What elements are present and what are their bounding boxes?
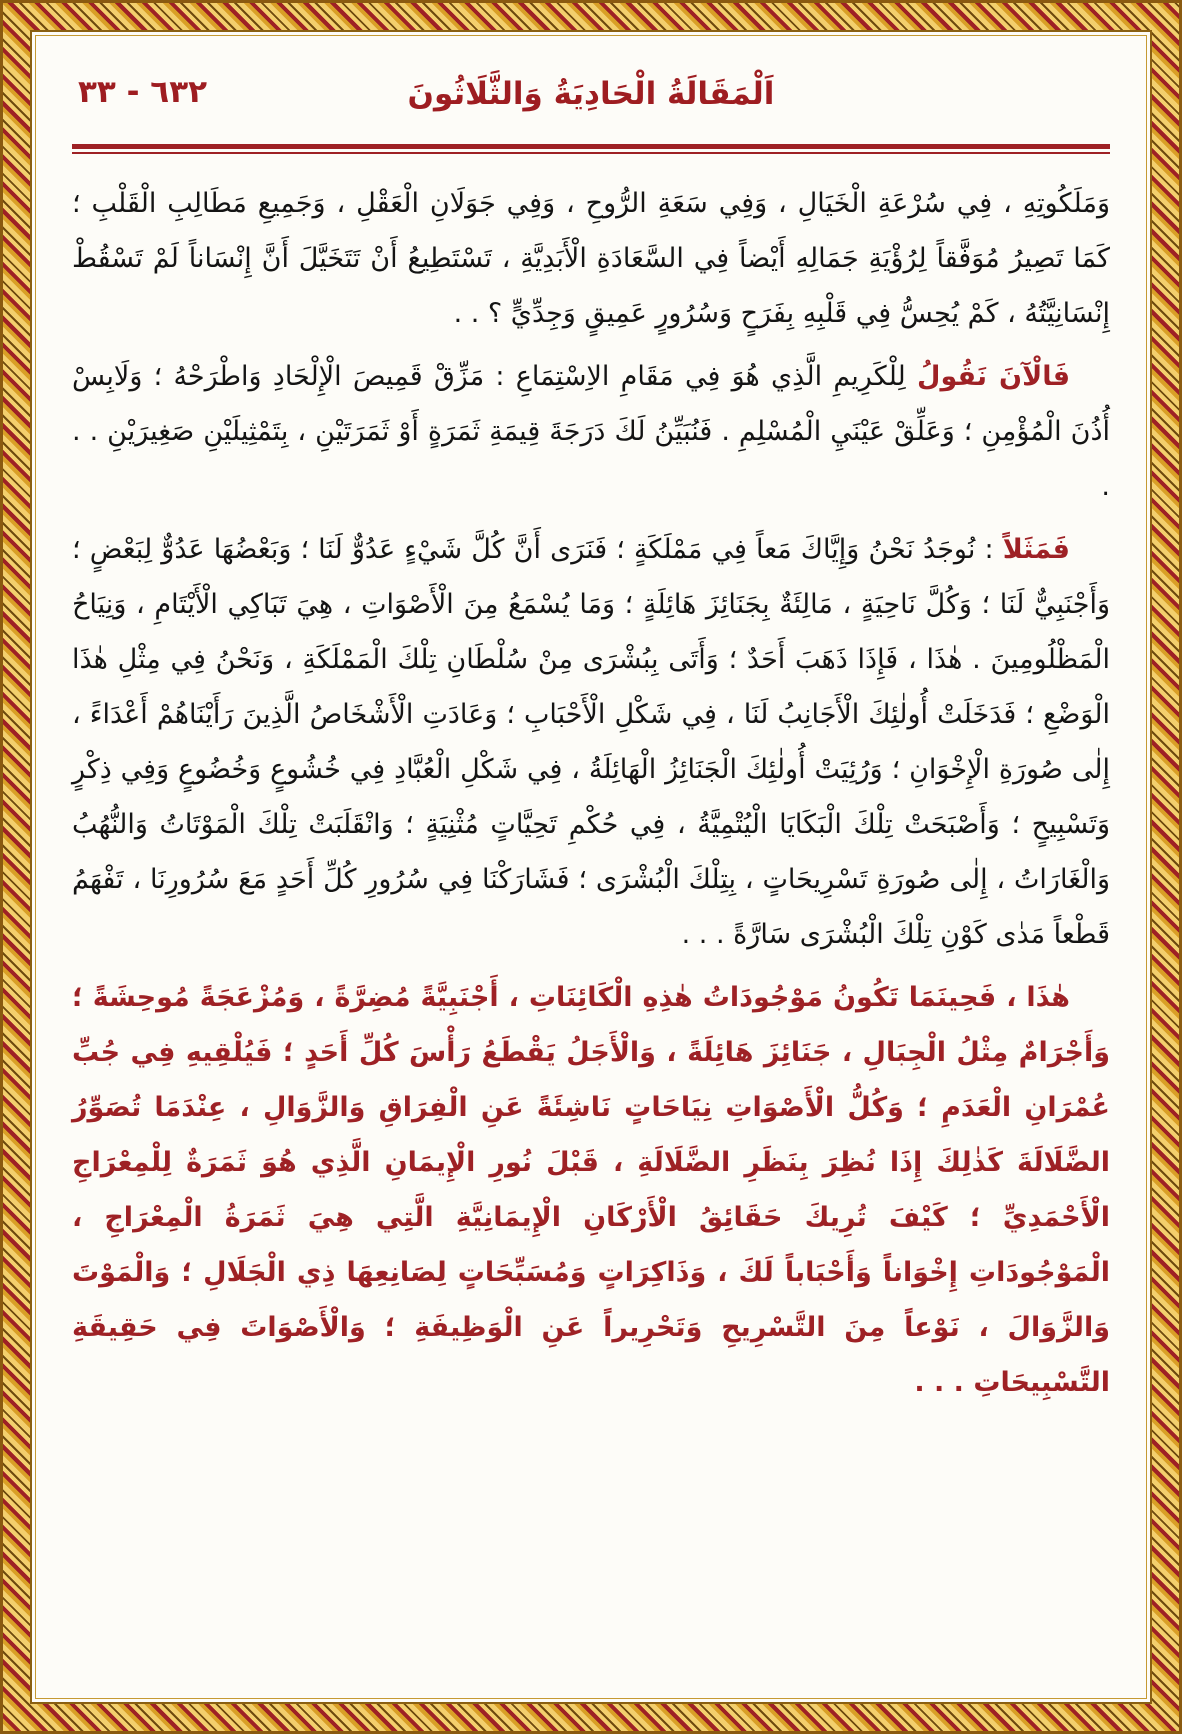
body-text <box>72 176 1110 1410</box>
page-content <box>32 32 1150 1410</box>
paragraph-4 <box>72 970 1110 1410</box>
paragraph-1-segment-1: وَمَلَكُوتِهِ ، فِي سُرْعَةِ الْخَيَالِ ، وَفِي سَعَةِ الرُّوحِ ، وَفِي جَوَلَانِ الْعَقْلِ ، وَجَمِيعِ مَطَالِبِ الْقَلْبِ ؛ كَمَا تَصِيرُ مُوَفَّقاً لِرُؤْيَةِ جَمَالِهِ أَيْضاً فِي السَّعَادَةِ الْأَبَدِيَّةِ ، تَسْتَطِيعُ أَنْ تَتَخَيَّلَ أَنَّ إِنْسَاناً لَمْ تَسْقُطْ إِنْسَانِيَّتُهُ ، كَمْ يُحِسُّ فِي قَلْبِهِ بِفَرَحٍ وَسُرُورٍ عَمِيقٍ وَجِدِّيٍّ ؟ . . <box>72 188 1110 329</box>
divider-rule-thin <box>72 152 1110 154</box>
paragraph-4-segment-1: هٰذَا ، فَحِينَمَا تَكُونُ مَوْجُودَاتُ هٰذِهِ الْكَائِنَاتِ ، أَجْنَبِيَّةً مُضِرَّةً ، وَمُزْعَجَةً مُوحِشَةً ؛ وَأَجْرَامٌ مِثْلُ الْجِبَالِ ، جَنَائِزَ هَائِلَةً ، وَالْأَجَلُ يَقْطَعُ رَأْسَ كُلِّ أَحَدٍ ؛ فَيُلْقِيهِ فِي جُبِّ عُمْرَانِ الْعَدَمِ ؛ وَكُلُّ الْأَصْوَاتِ نِيَاحَاتٍ نَاشِئَةً عَنِ الْفِرَاقِ وَالزَّوَالِ ، عِنْدَمَا تُصَوِّرُ الضَّلَالَةَ كَذٰلِكَ إِذَا نُظِرَ بِنَظَرِ الضَّلَالَةِ ، قَبْلَ نُورِ الْإِيمَانِ الَّذِي هُوَ ثَمَرَةٌ لِلْمِعْرَاجِ الْأَحْمَدِيِّ ؛ كَيْفَ تُرِيكَ حَقَائِقُ الْأَرْكَانِ الْإِيمَانِيَّةِ الَّتِي هِيَ ثَمَرَةُ الْمِعْرَاجِ ، الْمَوْجُودَاتِ إِخْوَاناً وَأَحْبَاباً لَكَ ، وَذَاكِرَاتٍ وَمُسَبِّحَاتٍ لِصَانِعِهَا ذِي الْجَلَالِ ؛ وَالْمَوْتَ وَالزَّوَالَ ، نَوْعاً مِنَ التَّسْرِيحِ وَتَحْرِيراً عَنِ الْوَظِيفَةِ ؛ وَالْأَصْوَاتَ فِي حَقِيقَةِ التَّسْبِيحَاتِ . . . <box>72 982 1110 1398</box>
page-sheet <box>30 30 1152 1704</box>
paragraph-3-segment-2: : نُوجَدُ نَحْنُ وَإِيَّاكَ مَعاً فِي مَمْلَكَةٍ ؛ فَنَرَى أَنَّ كُلَّ شَيْءٍ عَدُوٌّ لَنَا ؛ وَبَعْضُهَا عَدُوٌّ لِبَعْضٍ ؛ وَأَجْنَبِيٌّ لَنَا ؛ وَكُلَّ نَاحِيَةٍ ، مَالِئَةٌ بِجَنَائِزَ هَائِلَةٍ ؛ وَمَا يُسْمَعُ مِنَ الْأَصْوَاتِ ، هِيَ تَبَاكِي الْأَيْتَامِ ، وَنِيَاحُ الْمَظْلُومِينَ . هٰذَا ، فَإِذَا ذَهَبَ أَحَدٌ ؛ وَأَتَى بِبُشْرَى مِنْ سُلْطَانِ تِلْكَ الْمَمْلَكَةِ ، وَنَحْنُ فِي مِثْلِ هٰذَا الْوَضْعِ ؛ فَدَخَلَتْ أُولٰئِكَ الْأَجَانِبُ لَنَا ، فِي شَكْلِ الْأَحْبَابِ ؛ وَعَادَتِ الْأَشْخَاصُ الَّذِينَ رَأَيْنَاهُمْ أَعْدَاءً ، إِلٰى صُورَةِ الْإِخْوَانِ ؛ وَرُئِيَتْ أُولٰئِكَ الْجَنَائِزُ الْهَائِلَةُ ، فِي شَكْلِ الْعُبَّادِ فِي خُشُوعٍ وَخُضُوعٍ وَفِي ذِكْرٍ وَتَسْبِيحٍ ؛ وَأَصْبَحَتْ تِلْكَ الْبَكَايَا الْيُتْمِيَّةُ ، فِي حُكْمِ تَحِيَّاتٍ مُثْنِيَةٍ ؛ وَانْقَلَبَتْ تِلْكَ الْمَوْتَاتُ وَالنُّهُبُ وَالْغَارَاتُ ، إِلٰى صُورَةِ تَسْرِيحَاتٍ ، بِتِلْكَ الْبُشْرَى ؛ فَشَارَكْنَا فِي سُرُورِ كُلِّ أَحَدٍ مَعَ سُرُورِنَا ، تَفْهَمُ قَطْعاً مَدٰى كَوْنِ تِلْكَ الْبُشْرَى سَارَّةً . . . <box>72 534 1110 950</box>
divider-rule-thick <box>72 144 1110 149</box>
paragraph-2 <box>72 349 1110 514</box>
paragraph-1 <box>72 176 1110 341</box>
page-title: اَلْمَقَالَةُ الْحَادِيَةُ وَالثَّلَاثُونَ <box>407 76 775 112</box>
paragraph-2-segment-1: فَالْآنَ نَقُولُ <box>917 361 1071 392</box>
page-number: ٦٣٢ - ٣٣ <box>78 74 208 110</box>
header-divider <box>72 144 1110 154</box>
paragraph-3 <box>72 522 1110 962</box>
paragraph-2-segment-2: لِلْكَرِيمِ الَّذِي هُوَ فِي مَقَامِ الاِسْتِمَاعِ : مَزِّقْ قَمِيصَ الْإِلْحَادِ وَاطْرَحْهُ ؛ وَلَابِسْ أُذُنَ الْمُؤْمِنِ ؛ وَعَلِّقْ عَيْنَيِ الْمُسْلِمِ . فَنُبَيِّنُ لَكَ دَرَجَةَ قِيمَةِ ثَمَرَةٍ أَوْ ثَمَرَتَيْنِ ، بِتَمْثِيلَيْنِ صَغِيرَيْنِ . . . <box>72 361 1110 502</box>
page-header <box>72 58 1110 130</box>
paragraph-3-segment-1: فَمَثَلاً <box>1002 534 1070 565</box>
